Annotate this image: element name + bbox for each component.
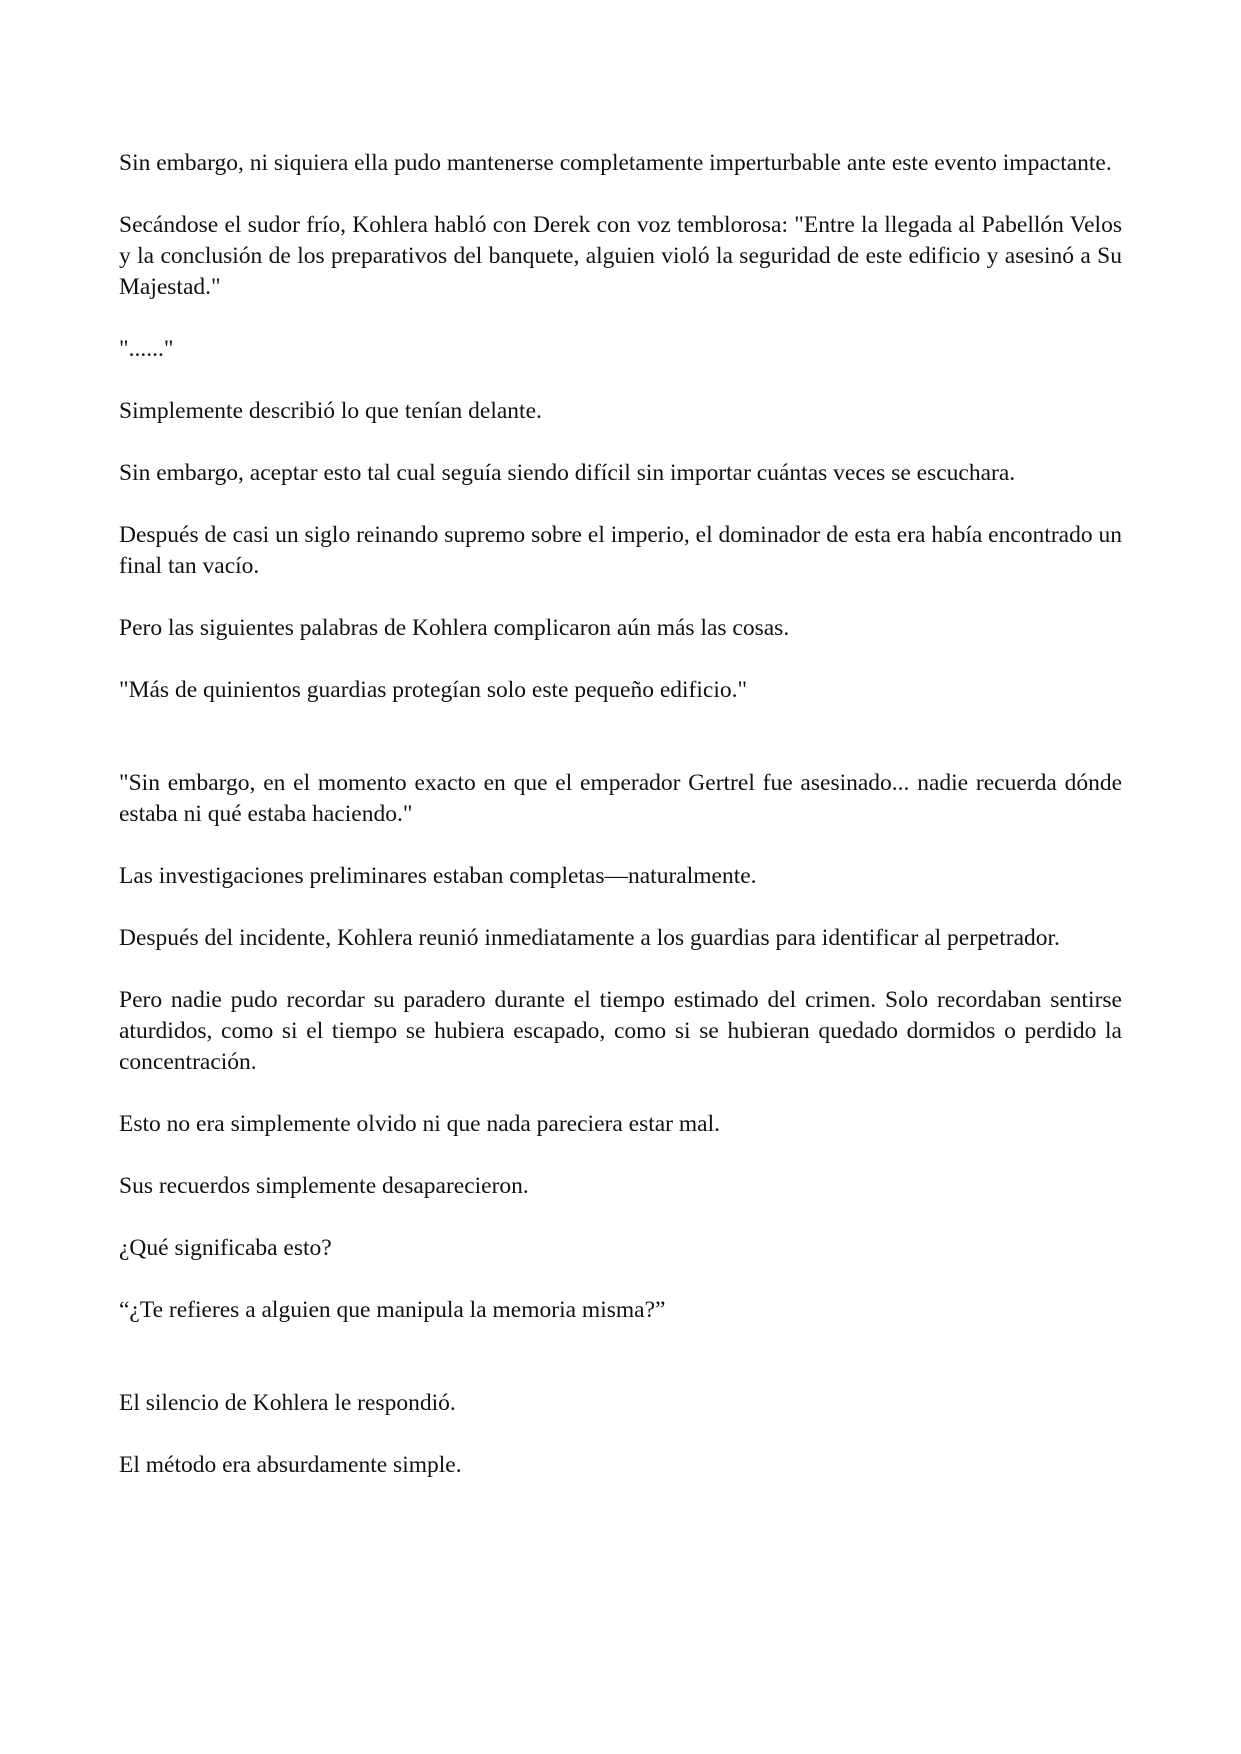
paragraph: Pero nadie pudo recordar su paradero durante el tiempo estimado del crimen. Solo recordaban sentirse aturdidos, como si el tiempo se hubiera escapado, como si se hubieran quedado dormidos o perdido la concentración. — [119, 987, 1122, 1075]
paragraph: Sus recuerdos simplemente desaparecieron. — [119, 1173, 529, 1199]
paragraph: "Sin embargo, en el momento exacto en que el emperador Gertrel fue asesinado... nadie recuerda dónde estaba ni qué estaba haciendo." — [119, 770, 1122, 827]
paragraph: El silencio de Kohlera le respondió. — [119, 1390, 456, 1416]
paragraph: "......" — [119, 336, 174, 362]
paragraph: Las investigaciones preliminares estaban completas—naturalmente. — [119, 863, 757, 889]
paragraph: ¿Qué significaba esto? — [119, 1235, 332, 1261]
paragraph: Simplemente describió lo que tenían delante. — [119, 398, 542, 424]
paragraph: Sin embargo, ni siquiera ella pudo mantenerse completamente imperturbable ante este evento impactante. — [119, 150, 1112, 176]
paragraph: Secándose el sudor frío, Kohlera habló con Derek con voz temblorosa: "Entre la llegada al Pabellón Velos y la conclusión de los preparativos del banquete, alguien violó la seguridad de este edificio y asesinó a Su Majestad." — [119, 212, 1122, 300]
paragraph: El método era absurdamente simple. — [119, 1452, 462, 1478]
paragraph: "Más de quinientos guardias protegían solo este pequeño edificio." — [119, 677, 748, 703]
paragraph: Pero las siguientes palabras de Kohlera complicaron aún más las cosas. — [119, 615, 790, 641]
paragraph: “¿Te refieres a alguien que manipula la memoria misma?” — [119, 1297, 666, 1323]
body-text — [119, 148, 1122, 1481]
paragraph: Después del incidente, Kohlera reunió inmediatamente a los guardias para identificar al perpetrador. — [119, 925, 1060, 951]
paragraph: Sin embargo, aceptar esto tal cual seguía siendo difícil sin importar cuántas veces se escuchara. — [119, 460, 1016, 486]
paragraph: Después de casi un siglo reinando supremo sobre el imperio, el dominador de esta era había encontrado un final tan vacío. — [119, 522, 1122, 579]
paragraph: Esto no era simplemente olvido ni que nada pareciera estar mal. — [119, 1111, 720, 1137]
